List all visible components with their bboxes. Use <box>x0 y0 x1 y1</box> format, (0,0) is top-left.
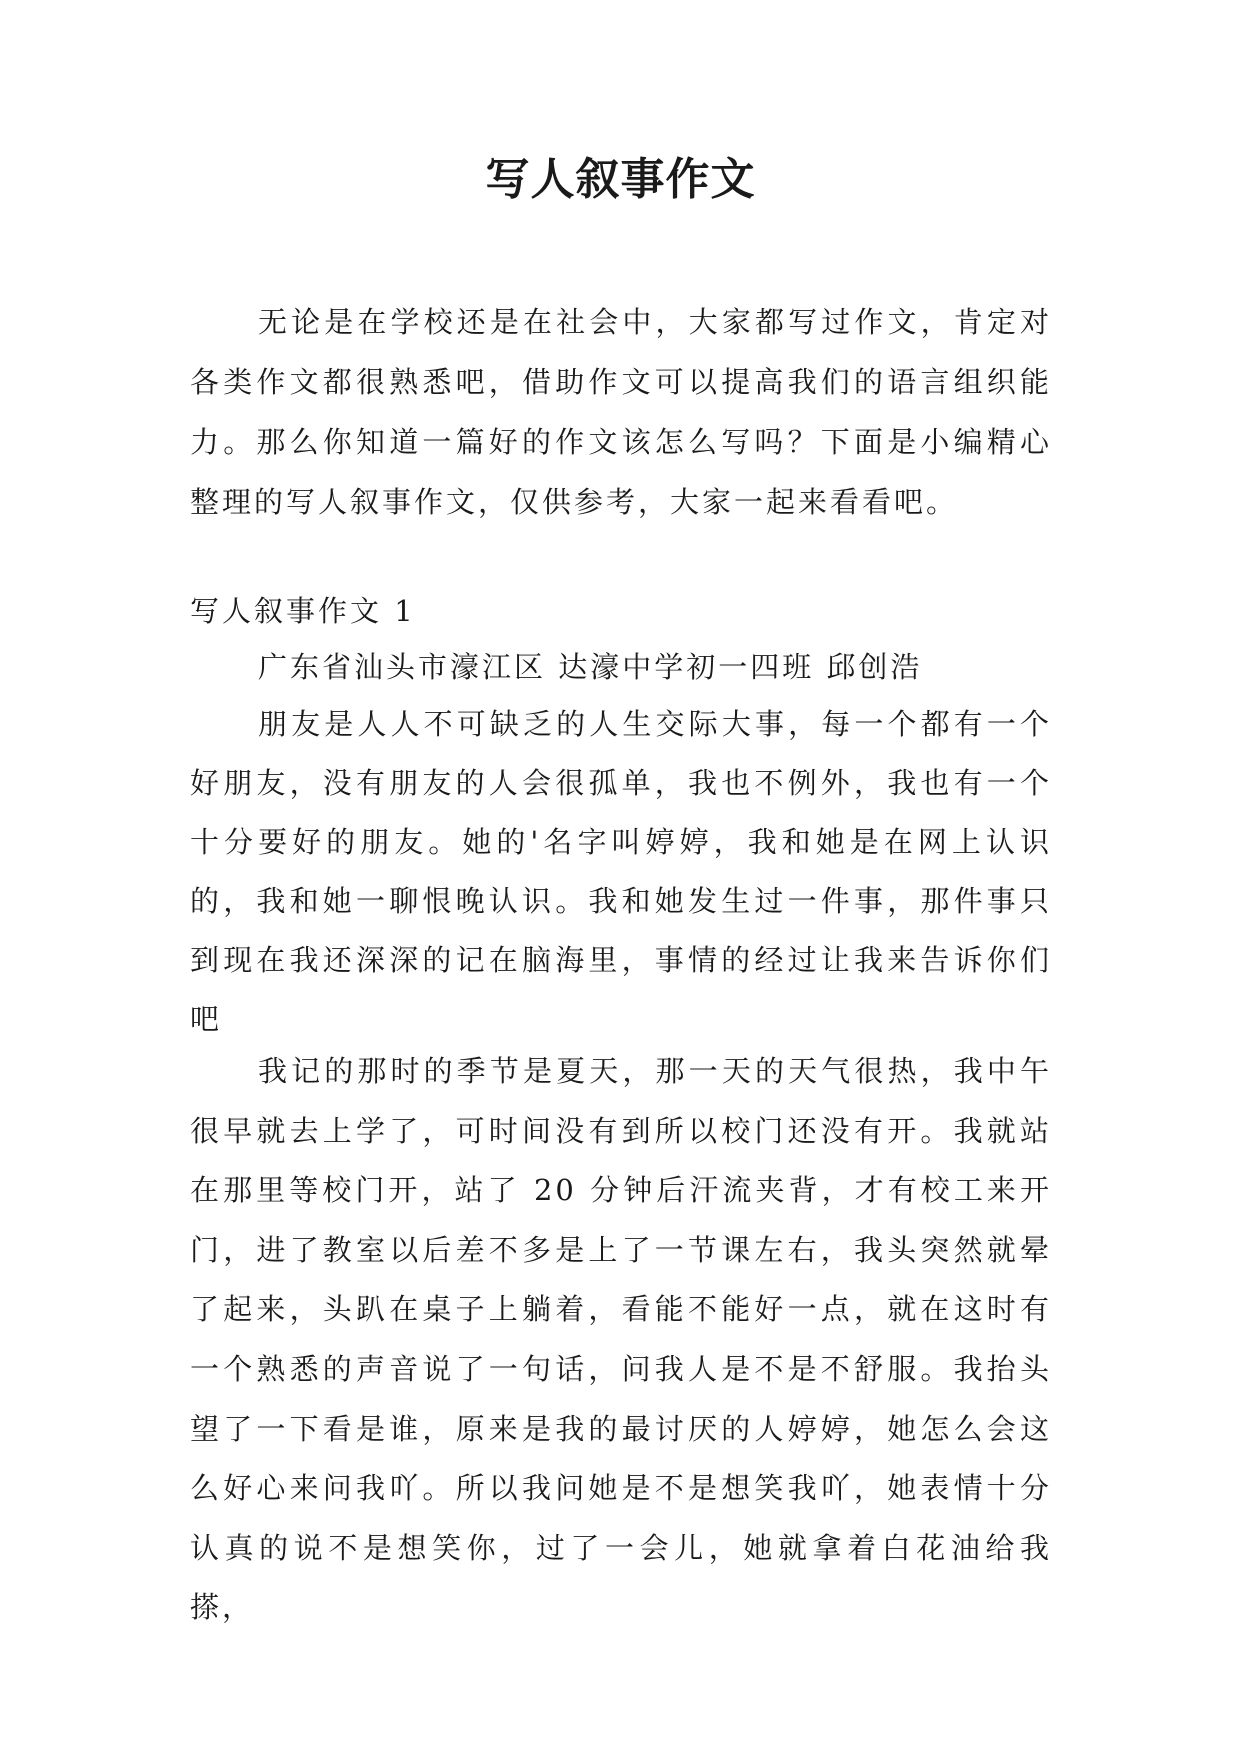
essay-paragraph-2: 我记的那时的季节是夏天，那一天的天气很热，我中午很早就去上学了，可时间没有到所以校门还没有开。我就站在那里等校门开，站了 20 分钟后汗流夹背，才有校工来开门，进了教室以后差不多是上了一节课左右，我头突然就晕了起来，头趴在桌子上躺着，看能不能好一点，就在这时有一个熟悉的声音说了一句话，问我人是不是不舒服。我抬头望了一下看是谁，原来是我的最讨厌的人婷婷，她怎么会这么好心来问我吖。所以我问她是不是想笑我吖，她表情十分认真的说不是想笑你，过了一会儿，她就拿着白花油给我搽， <box>190 1054 1052 1625</box>
document-title: 写人叙事作文 <box>485 154 756 205</box>
author-byline: 广东省汕头市濠江区 达濠中学初一四班 邱创浩 <box>258 650 923 684</box>
essay-heading: 写人叙事作文 1 <box>190 594 416 628</box>
intro-paragraph: 无论是在学校还是在社会中，大家都写过作文，肯定对各类作文都很熟悉吧，借助作文可以提高我们的语言组织能力。那么你知道一篇好的作文该怎么写吗？下面是小编精心整理的写人叙事作文，仅供参考，大家一起来看看吧。 <box>190 305 1052 519</box>
essay-paragraph-1: 朋友是人人不可缺乏的人生交际大事，每一个都有一个好朋友，没有朋友的人会很孤单，我也不例外，我也有一个十分要好的朋友。她的'名字叫婷婷，我和她是在网上认识的，我和她一聊恨晚认识。我和她发生过一件事，那件事只到现在我还深深的记在脑海里，事情的经过让我来告诉你们吧 <box>190 707 1052 1036</box>
